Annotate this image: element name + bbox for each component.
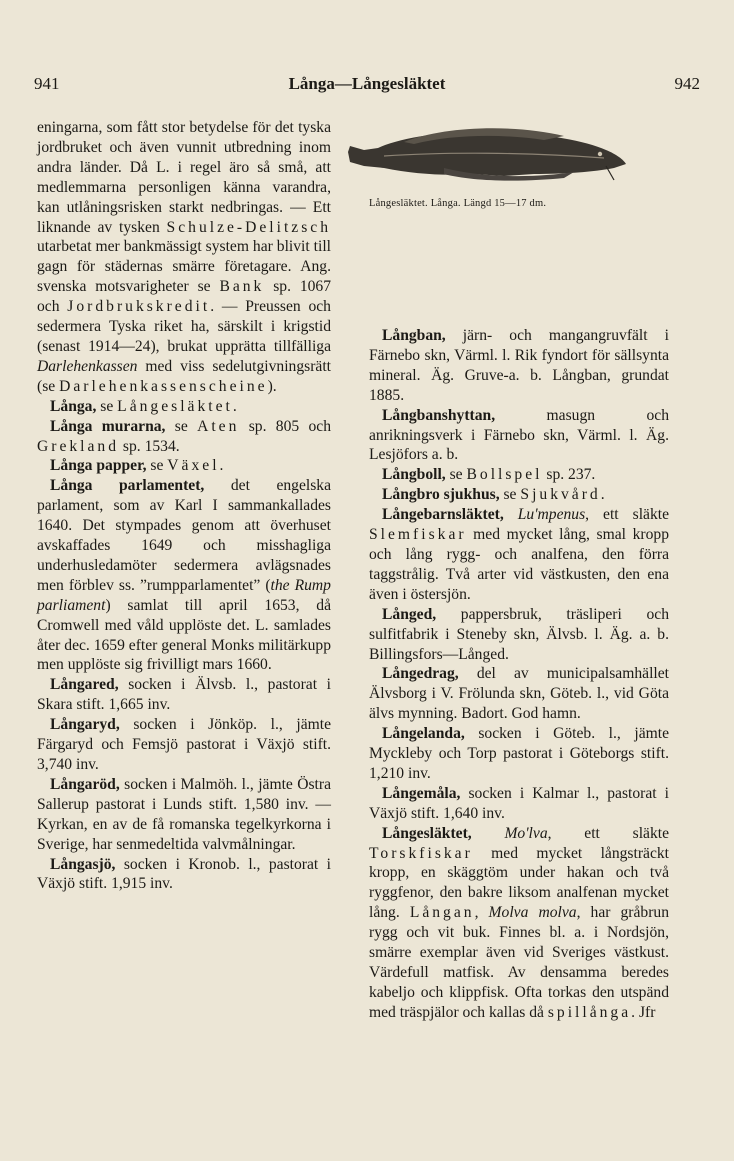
text-run: ,	[474, 904, 489, 922]
left-column	[37, 118, 331, 894]
italic-term: Molva molva	[488, 904, 577, 922]
cross-reference: Torskfiskar	[369, 844, 473, 862]
text-run: , ett släkte	[585, 506, 669, 524]
entry-headword: Långa,	[50, 397, 97, 415]
entry-langa-murarna	[37, 417, 331, 457]
entry-langarod	[37, 775, 331, 855]
entry-headword: Långbro sjukhus,	[382, 486, 500, 504]
entry-langemala	[369, 784, 669, 824]
entry-langaryd	[37, 715, 331, 775]
text-run: med mycket långsträckt kropp, en skäggtöm under hakan och två ryggfenor, den bakre liksom analfenan mycket lång.	[369, 844, 669, 922]
entry-langa-parlamentet	[37, 476, 331, 675]
text-run: .	[232, 397, 237, 415]
text-run: ).	[267, 377, 277, 395]
spaced-term: spillånga	[547, 1003, 632, 1021]
text-run: socken i Kronob. l., pastorat i Växjö stift. 1,915 inv.	[37, 855, 331, 893]
text-run: , ett släkte	[547, 824, 669, 842]
entry-headword: Långa murarna,	[50, 417, 166, 435]
text-run: socken i Kalmar l., pastorat i Växjö stift. 1,640 inv.	[369, 784, 669, 822]
text-run: socken i Älvsb. l., pastorat i Skara stift. 1,665 inv.	[37, 676, 331, 714]
fish-illustration-icon	[344, 122, 628, 186]
entry-headword: Långebarnsläktet,	[382, 506, 504, 524]
running-title: Långa—Långesläktet	[288, 74, 446, 93]
left-page-number: 941	[34, 74, 60, 93]
entry-langelanda	[369, 724, 669, 784]
text-run: .	[600, 486, 605, 504]
text-run: . Jfr	[631, 1003, 656, 1021]
text-run: socken i Malmöh. l., jämte Östra Sallerup pastorat i Lunds stift. 1,580 inv. — Kyrkan, en av de få romanska tegelkyrkorna i Sverige, har senmedeltida valvmålningar.	[37, 775, 331, 853]
entry-headword: Långedrag,	[382, 665, 459, 683]
entry-langbro-sjukhus	[369, 485, 669, 505]
entry-headword: Långelanda,	[382, 725, 465, 743]
entry-headword: Långbanshyttan,	[382, 406, 496, 424]
text-run: utarbetat mer bankmässigt system har blivit till gagn för städernas smärre företagare. Ang. svenska motsvarigheter se	[37, 238, 331, 296]
continued-paragraph	[37, 118, 331, 397]
entry-langed	[369, 605, 669, 665]
text-run: se	[445, 466, 467, 484]
text-run: sp. 1534.	[119, 437, 180, 455]
text-run: eningarna, som fått stor betydelse för det tyska jordbruket och även vunnit utbredning inom andra länder. Då L. i regel äro så små, att medlemmarna personligen känna varandra, kan utlåningsrisken starkt nedbringas. — Ett liknande av tysken	[37, 119, 331, 236]
entry-headword: Långboll,	[382, 466, 446, 484]
cross-reference: Bollspel	[466, 466, 543, 484]
cross-reference: Sjukvård	[520, 486, 601, 504]
cross-reference: Darlehenkassenscheine	[59, 377, 268, 395]
cross-reference: Växel	[167, 457, 220, 475]
cross-reference: Slemfiskar	[369, 526, 467, 544]
entry-headword: Långared,	[50, 676, 119, 694]
text-run: , har gråbrun rygg och vit buk. Finnes bl. a. i Nordsjön, smärre exemplar även vid Sveriges västkust. Värdefull matfisk. Av densamma beredes kabeljo och klippfisk. Ofta torkas den utspänd med träspjälor och kallas då	[369, 904, 669, 1021]
entry-headword: Långasjö,	[50, 855, 116, 873]
entry-langbanshyttan	[369, 406, 669, 466]
entry-langasjo	[37, 855, 331, 895]
text-run: sp. 1067 och	[37, 278, 332, 316]
italic-term: Lu'mpenus	[517, 506, 586, 524]
spaced-term: Schulze-Delitzsch	[166, 218, 331, 236]
text-run: med mycket lång, smal kropp och lång rygg- och analfena, den förra taggstrålig. Två arter vid västkusten, den ena även i östersjön.	[369, 526, 669, 603]
italic-term: the Rump parliament	[37, 576, 331, 614]
cross-reference: Bank	[219, 278, 265, 296]
text-run: socken i Jönköp. l., jämte Färgaryd och Femsjö pastorat i Växjö stift. 3,740 inv.	[37, 716, 331, 773]
text-run: järn- och mangangruvfält i Färnebo skn, Värml. l. Rik fyndort för sällsynta mineral. Äg. Gruve-a. b. Långban, grundat 1885.	[369, 327, 669, 404]
entry-headword: Långa papper,	[50, 457, 147, 475]
entry-langa-papper	[37, 456, 331, 476]
text-run: sp. 237.	[542, 466, 596, 484]
entry-langeslaktet	[369, 824, 669, 1023]
text-run: se	[146, 457, 168, 475]
spaced-term: Långan	[409, 904, 475, 922]
text-run: ) samlat till april 1653, då Cromwell med våld upplöste det. L. samlades åter dec. 1659 efter general Monks militärkupp men upplöste sig frivilligt mars 1660.	[37, 596, 332, 674]
page-header	[34, 74, 700, 98]
italic-term: Mo'lva	[504, 824, 548, 842]
text-run: sp. 805 och	[239, 417, 331, 435]
text-run	[504, 506, 518, 523]
text-run: se	[165, 417, 198, 435]
entry-headword: Långesläktet,	[382, 824, 472, 842]
cross-reference: Aten	[197, 417, 240, 435]
text-run: pappersbruk, träsliperi och sulfitfabrik i Steneby skn, Älvsb. l. Äg. a. b. Billingsfors—Långed.	[369, 605, 669, 663]
text-run: masugn och anrikningsverk i Färnebo skn, Värml. l. Äg. Lesjöfors a. b.	[369, 406, 669, 464]
entry-headword: Långaröd,	[50, 775, 120, 793]
entry-langebarnslaktet	[369, 505, 669, 605]
cross-reference: Grekland	[37, 437, 120, 455]
entry-langa	[37, 397, 331, 417]
entry-langared	[37, 675, 331, 715]
entry-langban	[369, 326, 669, 406]
cross-reference: Jordbrukskredit	[67, 298, 211, 316]
entry-headword: Långban,	[382, 327, 446, 344]
cross-reference: Långesläktet	[117, 397, 233, 415]
text-run: se	[96, 397, 118, 415]
text-run	[472, 825, 505, 842]
entry-langedrag	[369, 664, 669, 724]
entry-langboll	[369, 465, 669, 485]
italic-term: Darlehenkassen	[37, 357, 138, 375]
entry-headword: Långemåla,	[382, 784, 461, 802]
entry-headword: Långaryd,	[50, 716, 120, 734]
text-run: . — Preussen och sedermera Tyska riket ha, särskilt i krigstid (senast 1914—24), brukat upprätta tillfälliga	[37, 298, 331, 355]
entry-headword: Långed,	[382, 605, 437, 623]
text-run: .	[219, 457, 224, 475]
text-run: med viss sedelutgivningsrätt (se	[37, 357, 331, 395]
figure-caption: Långesläktet. Långa. Längd 15—17 dm.	[369, 198, 547, 209]
right-page-number: 942	[674, 74, 700, 93]
text-run: socken i Göteb. l., jämte Myckleby och Torp pastorat i Göteborgs stift. 1,210 inv.	[369, 725, 669, 782]
entry-headword: Långa parlamentet,	[50, 477, 205, 495]
right-column	[369, 326, 669, 1023]
text-run: del av municipalsamhället Älvsborg i V. Frölunda skn, Göteb. l., vid Göta älvs mynning. Badort. God hamn.	[369, 665, 669, 723]
text-run: det engelska parlament, som av Karl I sammankallades 1640. Det stympades genom att överhuset avskaffades 1649 och misshagliga underhusledamöter sedermera avlägsnades men förblev ss. ”rumpparlamentet” (	[37, 477, 331, 594]
text-run: se	[499, 486, 521, 504]
